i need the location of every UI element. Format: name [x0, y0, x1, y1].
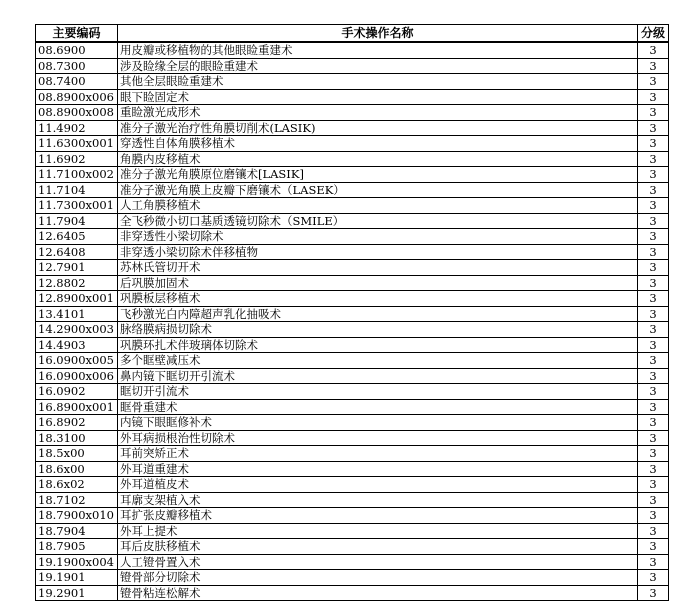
- cell-procedure-name: 人工角膜移植术: [118, 198, 638, 214]
- cell-procedure-name: 后巩膜加固术: [118, 275, 638, 291]
- cell-procedure-name: 外耳道植皮术: [118, 477, 638, 493]
- table-row: [36, 275, 669, 291]
- cell-grade: 3: [638, 492, 669, 508]
- cell-grade: 3: [638, 585, 669, 601]
- cell-procedure-name: 涉及睑缘全层的眼睑重建术: [118, 58, 638, 74]
- cell-procedure-name: 角膜内皮移植术: [118, 151, 638, 167]
- cell-procedure-name: 眶骨重建术: [118, 399, 638, 415]
- cell-procedure-name: 飞秒激光白内障超声乳化抽吸术: [118, 306, 638, 322]
- cell-grade: 3: [638, 74, 669, 90]
- table-row: [36, 291, 669, 307]
- cell-procedure-name: 其他全层眼睑重建术: [118, 74, 638, 90]
- cell-code: 18.7904: [36, 523, 118, 539]
- table-row: [36, 585, 669, 601]
- cell-code: 19.2901: [36, 585, 118, 601]
- header-name: 手术操作名称: [118, 25, 638, 43]
- cell-procedure-name: 鼻内镜下眶切开引流术: [118, 368, 638, 384]
- cell-procedure-name: 耳扩张皮瓣移植术: [118, 508, 638, 524]
- cell-code: 11.7100x002: [36, 167, 118, 183]
- table-row: [36, 260, 669, 276]
- cell-grade: 3: [638, 42, 669, 58]
- cell-procedure-name: 外耳道重建术: [118, 461, 638, 477]
- table-row: [36, 229, 669, 245]
- table-row: [36, 508, 669, 524]
- cell-grade: 3: [638, 415, 669, 431]
- cell-procedure-name: 人工镫骨置入术: [118, 554, 638, 570]
- cell-code: 18.3100: [36, 430, 118, 446]
- cell-grade: 3: [638, 322, 669, 338]
- table-body: [36, 42, 669, 601]
- table-row: [36, 105, 669, 121]
- cell-grade: 3: [638, 136, 669, 152]
- cell-code: 11.7300x001: [36, 198, 118, 214]
- table-row: [36, 151, 669, 167]
- cell-code: 16.0902: [36, 384, 118, 400]
- cell-code: 11.6902: [36, 151, 118, 167]
- cell-procedure-name: 非穿透小梁切除术伴移植物: [118, 244, 638, 260]
- cell-procedure-name: 准分子激光治疗性角膜切削术(LASIK): [118, 120, 638, 136]
- cell-code: 16.8902: [36, 415, 118, 431]
- cell-grade: 3: [638, 260, 669, 276]
- cell-code: 12.6405: [36, 229, 118, 245]
- table-row: [36, 244, 669, 260]
- table-row: [36, 337, 669, 353]
- cell-grade: 3: [638, 508, 669, 524]
- table-row: [36, 570, 669, 586]
- cell-grade: 3: [638, 198, 669, 214]
- table-row: [36, 322, 669, 338]
- cell-code: 11.6300x001: [36, 136, 118, 152]
- cell-procedure-name: 耳前突矫正术: [118, 446, 638, 462]
- table-row: [36, 415, 669, 431]
- cell-procedure-name: 全飞秒微小切口基质透镜切除术（SMILE）: [118, 213, 638, 229]
- table-row: [36, 198, 669, 214]
- cell-code: 08.8900x008: [36, 105, 118, 121]
- cell-grade: 3: [638, 306, 669, 322]
- table-row: [36, 42, 669, 58]
- cell-code: 14.4903: [36, 337, 118, 353]
- cell-code: 08.7300: [36, 58, 118, 74]
- cell-code: 18.6x02: [36, 477, 118, 493]
- table-row: [36, 523, 669, 539]
- cell-grade: 3: [638, 337, 669, 353]
- cell-grade: 3: [638, 446, 669, 462]
- cell-grade: 3: [638, 570, 669, 586]
- table-row: [36, 74, 669, 90]
- cell-grade: 3: [638, 291, 669, 307]
- cell-code: 12.7901: [36, 260, 118, 276]
- table-header: [36, 25, 669, 43]
- cell-code: 08.6900: [36, 42, 118, 58]
- cell-procedure-name: 穿透性自体角膜移植术: [118, 136, 638, 152]
- cell-code: 08.7400: [36, 74, 118, 90]
- table-row: [36, 477, 669, 493]
- cell-grade: 3: [638, 399, 669, 415]
- cell-grade: 3: [638, 105, 669, 121]
- table-row: [36, 399, 669, 415]
- table-row: [36, 554, 669, 570]
- cell-grade: 3: [638, 120, 669, 136]
- cell-procedure-name: 用皮瓣或移植物的其他眼睑重建术: [118, 42, 638, 58]
- table-row: [36, 446, 669, 462]
- cell-grade: 3: [638, 368, 669, 384]
- cell-procedure-name: 眶切开引流术: [118, 384, 638, 400]
- cell-code: 11.7104: [36, 182, 118, 198]
- header-grade: 分级: [638, 25, 669, 43]
- cell-grade: 3: [638, 353, 669, 369]
- cell-code: 19.1900x004: [36, 554, 118, 570]
- table-row: [36, 89, 669, 105]
- cell-grade: 3: [638, 167, 669, 183]
- header-row: [36, 25, 669, 43]
- cell-grade: 3: [638, 182, 669, 198]
- cell-grade: 3: [638, 58, 669, 74]
- table-row: [36, 368, 669, 384]
- cell-grade: 3: [638, 554, 669, 570]
- cell-grade: 3: [638, 275, 669, 291]
- table-row: [36, 58, 669, 74]
- table-row: [36, 213, 669, 229]
- table-row: [36, 430, 669, 446]
- cell-code: 13.4101: [36, 306, 118, 322]
- cell-procedure-name: 镫骨粘连松解术: [118, 585, 638, 601]
- cell-grade: 3: [638, 151, 669, 167]
- cell-code: 18.6x00: [36, 461, 118, 477]
- cell-code: 19.1901: [36, 570, 118, 586]
- cell-procedure-name: 巩膜环扎术伴玻璃体切除术: [118, 337, 638, 353]
- cell-code: 18.7900x010: [36, 508, 118, 524]
- cell-code: 11.7904: [36, 213, 118, 229]
- cell-procedure-name: 脉络膜病损切除术: [118, 322, 638, 338]
- table-row: [36, 461, 669, 477]
- cell-procedure-name: 镫骨部分切除术: [118, 570, 638, 586]
- table-row: [36, 492, 669, 508]
- procedure-table: [35, 24, 669, 601]
- cell-code: 08.8900x006: [36, 89, 118, 105]
- cell-grade: 3: [638, 89, 669, 105]
- cell-code: 12.8900x001: [36, 291, 118, 307]
- table-row: [36, 136, 669, 152]
- cell-procedure-name: 巩膜板层移植术: [118, 291, 638, 307]
- table-row: [36, 353, 669, 369]
- header-code: 主要编码: [36, 25, 118, 43]
- cell-procedure-name: 外耳上提术: [118, 523, 638, 539]
- table-row: [36, 182, 669, 198]
- cell-procedure-name: 耳廓支架植入术: [118, 492, 638, 508]
- cell-procedure-name: 苏林氏管切开术: [118, 260, 638, 276]
- cell-grade: 3: [638, 461, 669, 477]
- cell-code: 16.0900x005: [36, 353, 118, 369]
- cell-grade: 3: [638, 539, 669, 555]
- cell-code: 11.4902: [36, 120, 118, 136]
- cell-grade: 3: [638, 229, 669, 245]
- cell-procedure-name: 外耳病损根治性切除术: [118, 430, 638, 446]
- cell-grade: 3: [638, 213, 669, 229]
- cell-procedure-name: 眼下睑固定术: [118, 89, 638, 105]
- cell-procedure-name: 多个眶壁减压术: [118, 353, 638, 369]
- cell-code: 18.7905: [36, 539, 118, 555]
- cell-procedure-name: 耳后皮肤移植术: [118, 539, 638, 555]
- cell-code: 12.8802: [36, 275, 118, 291]
- cell-grade: 3: [638, 244, 669, 260]
- cell-code: 18.7102: [36, 492, 118, 508]
- cell-grade: 3: [638, 523, 669, 539]
- table-row: [36, 167, 669, 183]
- cell-code: 14.2900x003: [36, 322, 118, 338]
- cell-grade: 3: [638, 384, 669, 400]
- cell-procedure-name: 非穿透性小梁切除术: [118, 229, 638, 245]
- table-row: [36, 539, 669, 555]
- cell-grade: 3: [638, 477, 669, 493]
- cell-code: 18.5x00: [36, 446, 118, 462]
- table-row: [36, 384, 669, 400]
- cell-procedure-name: 准分子激光角膜上皮瓣下磨镶术（LASEK）: [118, 182, 638, 198]
- cell-code: 16.0900x006: [36, 368, 118, 384]
- table-row: [36, 120, 669, 136]
- cell-procedure-name: 准分子激光角膜原位磨镶术[LASIK]: [118, 167, 638, 183]
- cell-code: 16.8900x001: [36, 399, 118, 415]
- cell-procedure-name: 内镜下眼眶修补术: [118, 415, 638, 431]
- cell-procedure-name: 重睑激光成形术: [118, 105, 638, 121]
- cell-code: 12.6408: [36, 244, 118, 260]
- table-row: [36, 306, 669, 322]
- cell-grade: 3: [638, 430, 669, 446]
